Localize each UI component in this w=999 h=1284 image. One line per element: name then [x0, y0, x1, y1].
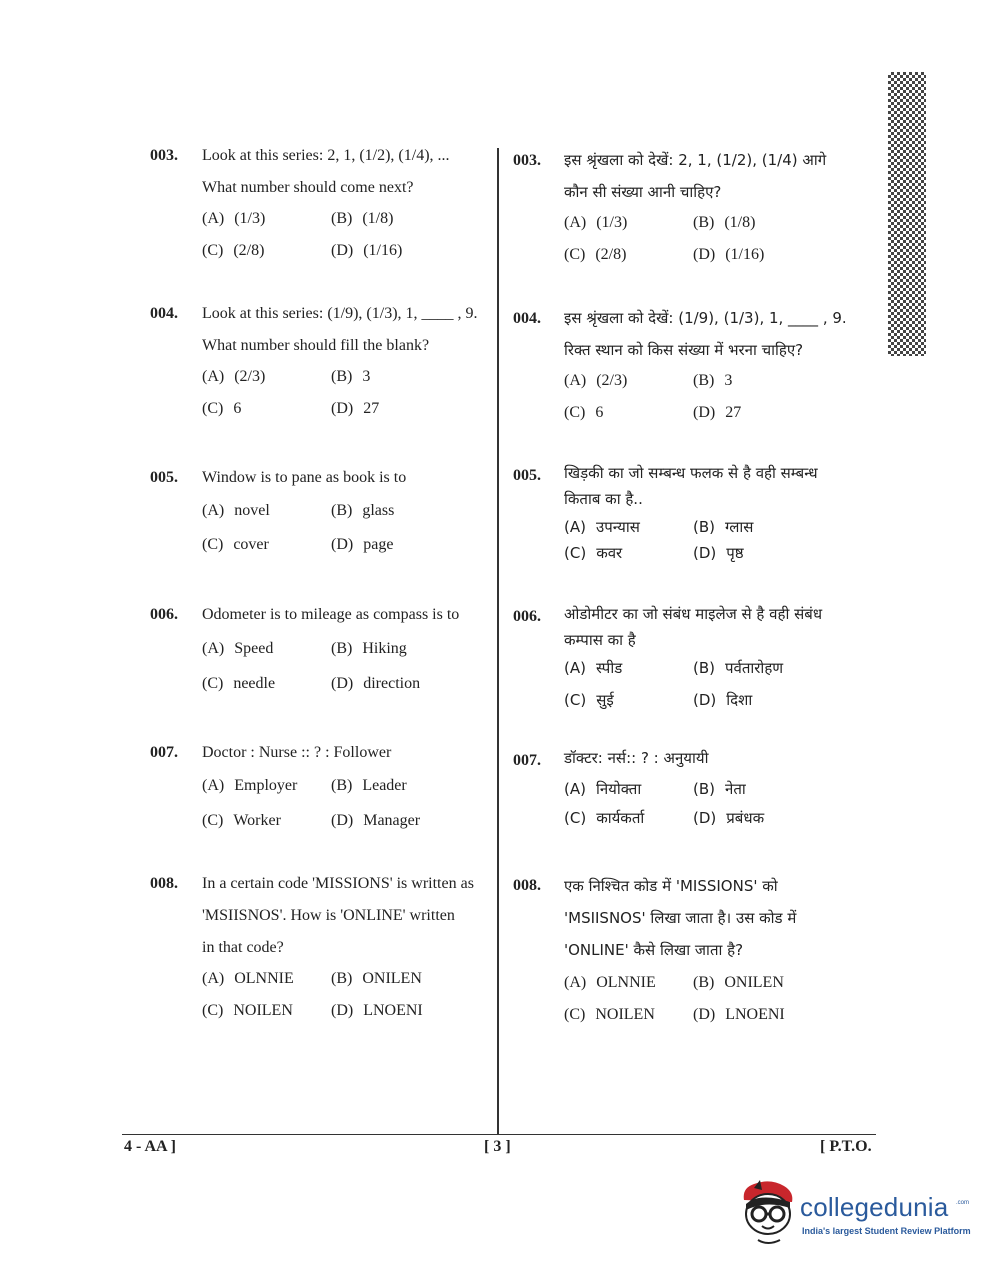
question-number: 007.: [150, 744, 178, 761]
collegedunia-logo: [740, 1178, 970, 1248]
option-c: (C) NOILEN: [564, 1006, 655, 1023]
option-c: (C) कवर: [564, 544, 623, 562]
question-text: Odometer is to mileage as compass is to: [202, 606, 460, 623]
footer-pto: [ P.T.O.: [820, 1138, 872, 1155]
option-b: (B) (1/8): [331, 210, 394, 227]
question-text: Doctor : Nurse :: ? : Follower: [202, 744, 392, 761]
option-c: (C) cover: [202, 536, 269, 553]
option-c: (C) (2/8): [202, 242, 265, 259]
question-text: Look at this series: (1/9), (1/3), 1, ____ , 9. What number should fill the blank?: [202, 305, 478, 354]
option-a: (A) OLNNIE: [202, 970, 294, 987]
option-d: (D) direction: [331, 675, 421, 692]
question-text: खिड़की का जो सम्बन्ध फलक से है वही सम्बन्ध किताब का है..: [564, 464, 818, 508]
option-a: (A) Employer: [202, 777, 298, 794]
question-number: 007.: [513, 752, 541, 769]
option-d: (D) प्रबंधक: [693, 809, 765, 827]
question-number: 004.: [513, 310, 541, 327]
option-a: (A) OLNNIE: [564, 974, 656, 991]
option-b: (B) 3: [693, 372, 733, 389]
question-number: 008.: [150, 875, 178, 892]
brand-suffix: .com: [956, 1200, 970, 1206]
option-b: (B) (1/8): [693, 214, 756, 231]
question-number: 006.: [513, 608, 541, 625]
question-text: Look at this series: 2, 1, (1/2), (1/4), ... What number should come next?: [202, 147, 450, 196]
footer-rule: [122, 1134, 876, 1135]
option-a: (A) (2/3): [564, 372, 628, 389]
option-a: (A) नियोक्ता: [564, 780, 642, 798]
option-b: (B) glass: [331, 502, 395, 519]
option-d: (D) Manager: [331, 812, 421, 829]
option-b: (B) ONILEN: [331, 970, 422, 987]
option-d: (D) 27: [331, 400, 380, 417]
option-d: (D) दिशा: [693, 691, 753, 709]
question-number: 003.: [150, 147, 178, 164]
option-d: (D) LNOENI: [693, 1006, 785, 1023]
option-b: (B) नेता: [693, 780, 746, 798]
question-number: 008.: [513, 877, 541, 894]
footer-code: 4 - AA ]: [124, 1138, 176, 1155]
option-d: (D) पृष्ठ: [693, 544, 744, 562]
option-c: (C) कार्यकर्ता: [564, 809, 645, 827]
option-b: (B) Hiking: [331, 640, 407, 657]
option-d: (D) (1/16): [331, 242, 403, 259]
option-c: (C) 6: [202, 400, 242, 417]
brand-name: collegedunia: [800, 1192, 949, 1222]
page-number: [ 3 ]: [484, 1138, 511, 1155]
question-number: 006.: [150, 606, 178, 623]
option-c: (C) NOILEN: [202, 1002, 293, 1019]
option-a: (A) स्पीड: [564, 659, 623, 677]
option-b: (B) पर्वतारोहण: [693, 659, 784, 677]
option-d: (D) (1/16): [693, 246, 765, 263]
mascot-icon: [740, 1178, 800, 1248]
option-a: (A) (1/3): [202, 210, 266, 227]
option-c: (C) सुई: [564, 691, 614, 709]
option-a: (A) novel: [202, 502, 270, 519]
option-a: (A) (2/3): [202, 368, 266, 385]
question-number: 005.: [150, 469, 178, 486]
option-c: (C) Worker: [202, 812, 281, 829]
option-a: (A) उपन्यास: [564, 518, 640, 536]
security-pattern: [888, 72, 926, 356]
option-b: (B) ग्लास: [693, 518, 754, 536]
brand-tagline: India's largest Student Review Platform: [802, 1226, 971, 1236]
option-b: (B) ONILEN: [693, 974, 784, 991]
question-number: 004.: [150, 305, 178, 322]
question-text: Window is to pane as book is to: [202, 469, 407, 486]
option-a: (A) (1/3): [564, 214, 628, 231]
option-d: (D) page: [331, 536, 394, 553]
option-b: (B) Leader: [331, 777, 407, 794]
question-text: इस श्रृंखला को देखें: (1/9), (1/3), 1, ____ , 9. रिक्त स्थान को किस संख्या में भरना चाहिए?: [564, 309, 847, 359]
option-a: (A) Speed: [202, 640, 274, 657]
question-text: ओडोमीटर का जो संबंध माइलेज से है वही संबंध कम्पास का है: [564, 605, 823, 649]
question-number: 005.: [513, 467, 541, 484]
option-c: (C) 6: [564, 404, 604, 421]
option-c: (C) needle: [202, 675, 276, 692]
option-b: (B) 3: [331, 368, 371, 385]
question-text: In a certain code 'MISSIONS' is written as 'MSIISNOS'. How is 'ONLINE' written in that code?: [202, 875, 474, 956]
column-divider: [497, 148, 499, 1134]
question-text: इस श्रृंखला को देखें: 2, 1, (1/2), (1/4) आगे कौन सी संख्या आनी चाहिए?: [564, 151, 827, 201]
option-d: (D) 27: [693, 404, 742, 421]
question-text: डॉक्टर: नर्स:: ? : अनुयायी: [564, 749, 709, 767]
option-d: (D) LNOENI: [331, 1002, 423, 1019]
question-text: एक निश्चित कोड में 'MISSIONS' को 'MSIISNOS' लिखा जाता है। उस कोड में 'ONLINE' कैसे लिखा जाता है?: [564, 877, 797, 959]
option-c: (C) (2/8): [564, 246, 627, 263]
question-number: 003.: [513, 152, 541, 169]
